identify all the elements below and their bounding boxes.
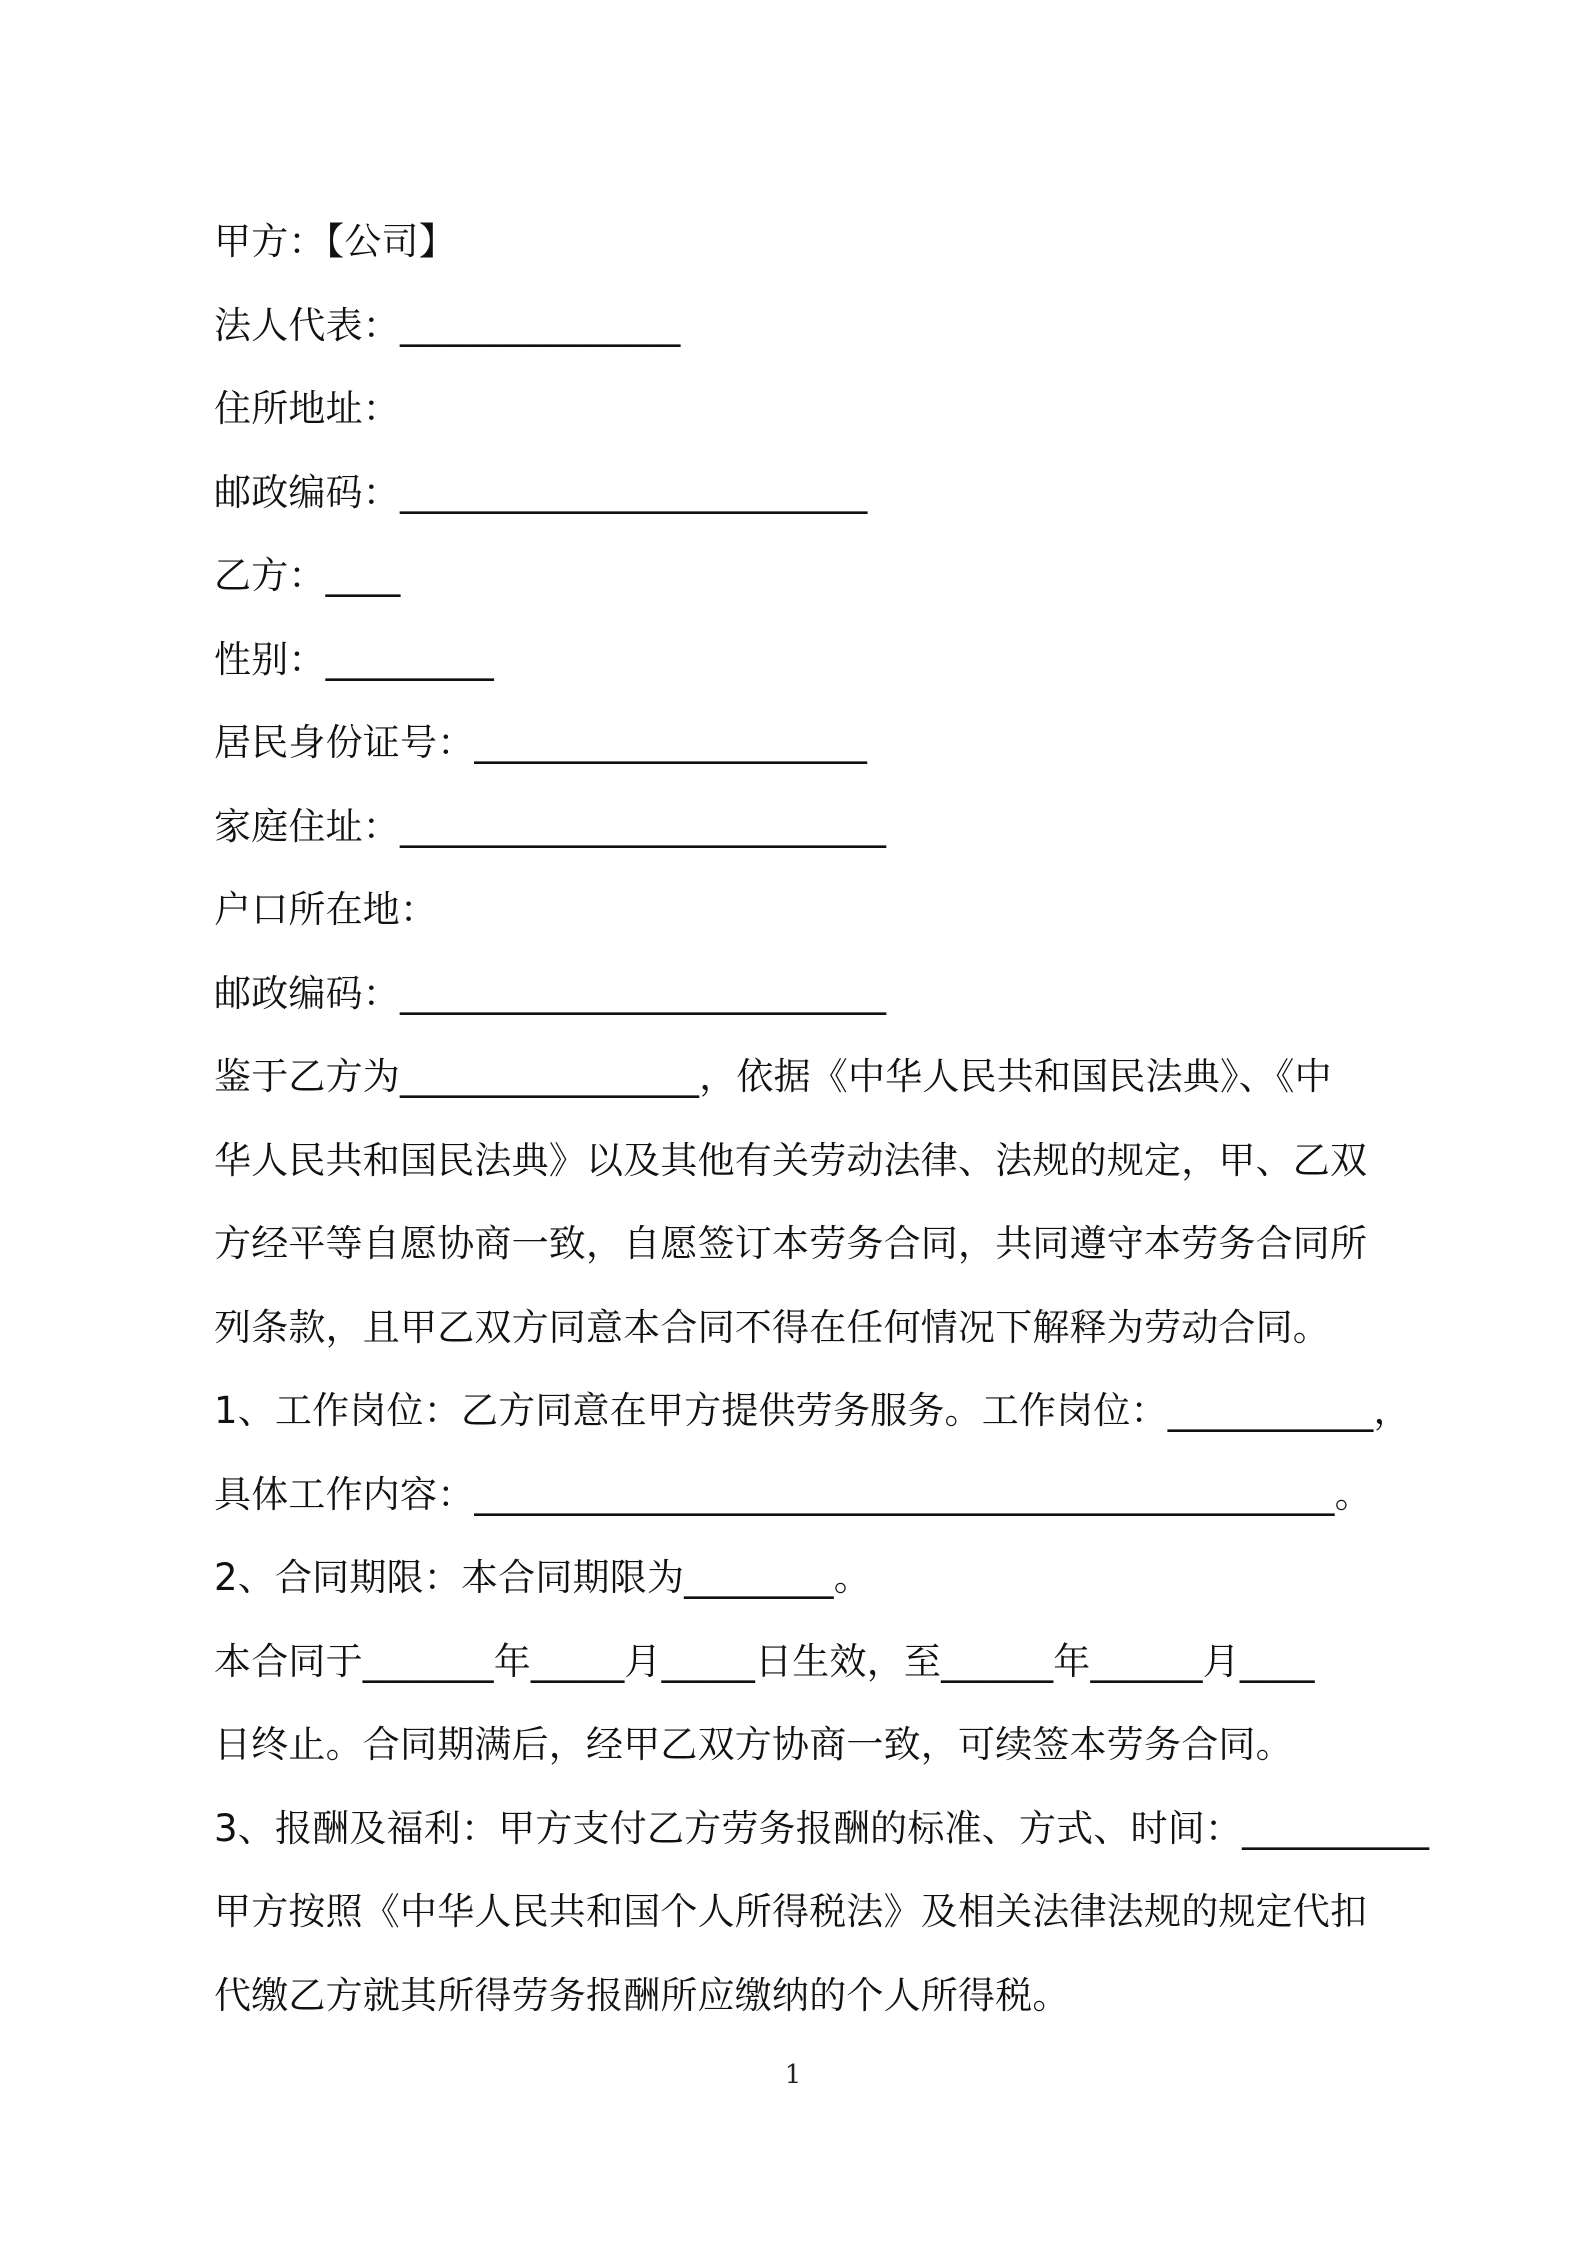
clause-1-line-1: 1、工作岗位：乙方同意在甲方提供劳务服务。工作岗位：___________， [214,1389,1411,1432]
household-registration-line: 户口所在地： [214,888,438,931]
clause-1-line-2: 具体工作内容：______________________________________________。 [214,1472,1372,1516]
id-number-line: 居民身份证号：_____________________ [214,721,868,764]
party-b-line: 乙方：____ [214,554,401,597]
clause-3-line-1: 3、报酬及福利：甲方支付乙方劳务报酬的标准、方式、时间：__________ [214,1806,1430,1850]
gender-line: 性别：_________ [214,637,494,681]
clause-2-line-2: 本合同于_______年_____月_____日生效，至______年______月____ [214,1639,1315,1683]
home-address-line: 家庭住址：__________________________ [214,804,887,848]
party-a-line: 甲方：【公司】 [214,220,456,263]
clause-2-line-1: 2、合同期限：本合同期限为________。 [214,1556,871,1599]
preamble-line-3: 方经平等自愿协商一致，自愿签订本劳务合同，共同遵守本劳务合同所 [214,1222,1368,1265]
contract-body [214,200,1430,2037]
page-number: 1 [784,2060,802,2090]
party-b-postcode-line: 邮政编码：__________________________ [214,971,887,1015]
party-a-postcode-line: 邮政编码：_________________________ [214,470,868,514]
preamble-line-4: 列条款，且甲乙双方同意本合同不得在任何情况下解释为劳动合同。 [214,1305,1330,1349]
legal-representative-line: 法人代表：_______________ [214,303,681,347]
preamble-line-2: 华人民共和国民法典》以及其他有关劳动法律、法规的规定，甲、乙双 [214,1138,1368,1182]
clause-3-line-2: 甲方按照《中华人民共和国个人所得税法》及相关法律法规的规定代扣 [214,1890,1368,1933]
clause-3-line-3: 代缴乙方就其所得劳务报酬所应缴纳的个人所得税。 [214,1973,1070,2017]
clause-2-line-3: 日终止。合同期满后，经甲乙双方协商一致，可续签本劳务合同。 [214,1723,1293,1766]
preamble-line-1: 鉴于乙方为________________，依据《中华人民共和国民法典》、《中 [214,1055,1332,1098]
party-a-address-line: 住所地址： [214,387,400,430]
